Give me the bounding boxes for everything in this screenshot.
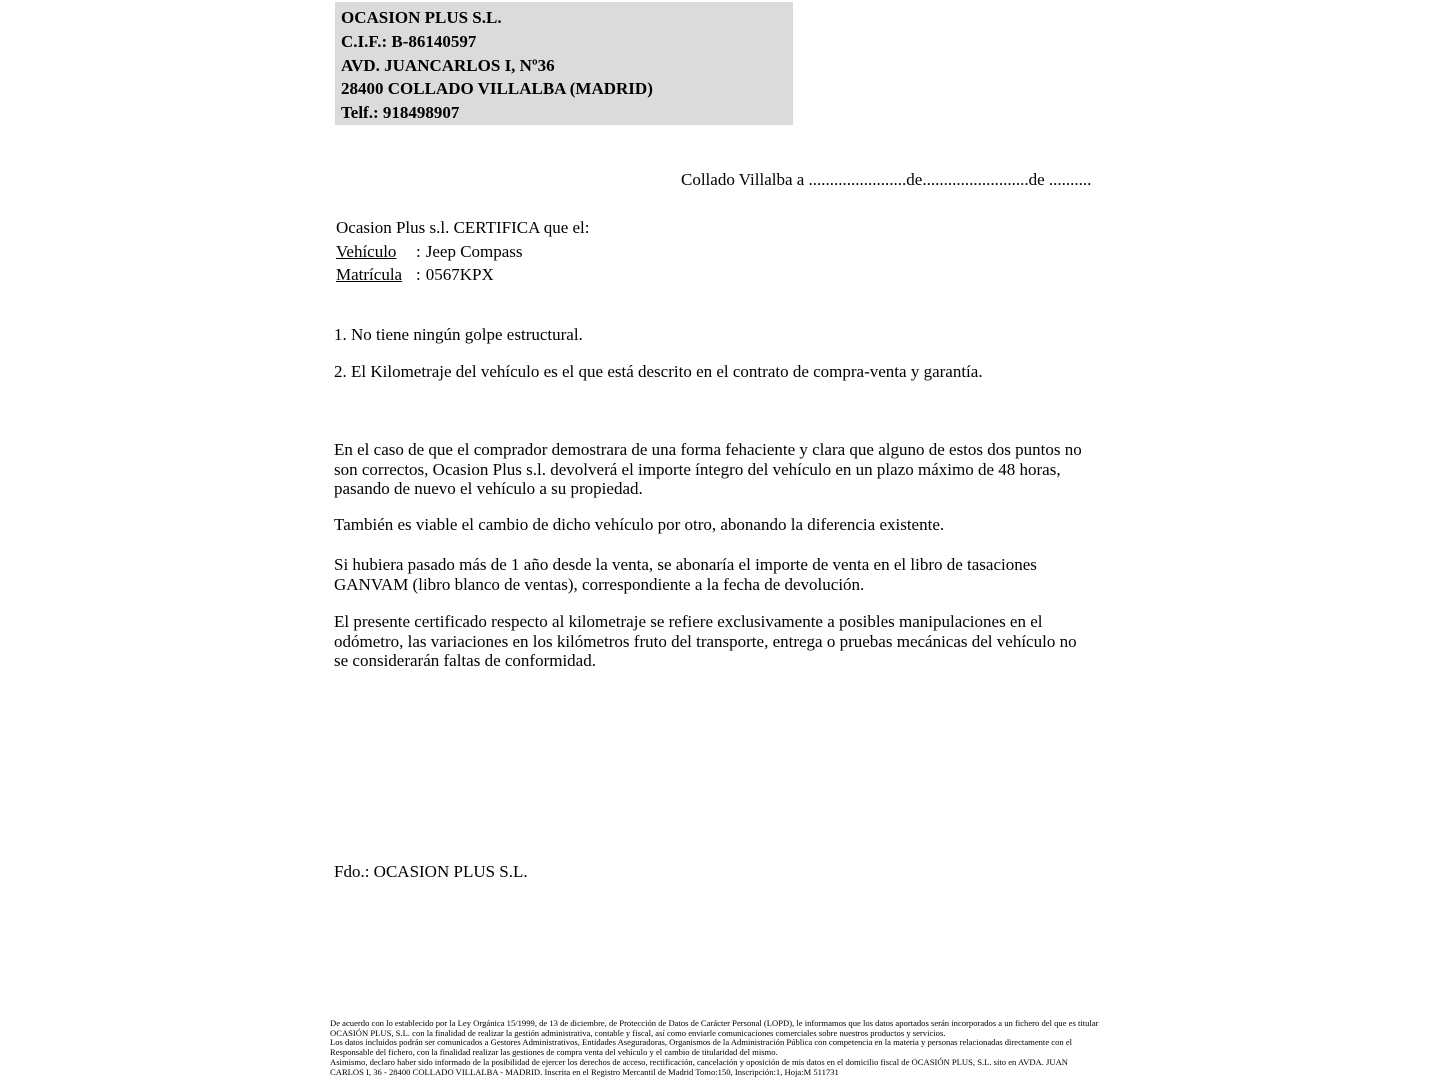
plate-label: Matrícula: [336, 265, 403, 285]
paragraph-ganvam: Si hubiera pasado más de 1 año desde la venta, se abonaría el importe de venta en el libro de tasaciones GANVAM (libro blanco de ventas), correspondiente a la fecha de devolución.: [334, 555, 1037, 594]
paragraph-odometer: El presente certificado respecto al kilometraje se refiere exclusivamente a posibles manipulaciones en el odómetro, las variaciones en los kilómetros fruto del transporte, entrega o pruebas mecánicas del vehículo no se considerarán faltas de conformidad.: [334, 612, 1077, 671]
paragraph-exchange: También es viable el cambio de dicho vehículo por otro, abonando la diferencia existente.: [334, 515, 945, 534]
legal-paragraph-lopd: De acuerdo con lo establecido por la Ley Orgánica 15/1999, de 13 de diciembre, de Protección de Datos de Carácter Personal (LOPD), le informamos que los datos aportados serán incorporados a un fichero del que es titular OCASIÓN PLUS, S.L. con la finalidad de realizar la gestión administrativa, contable y fiscal, así como enviarle comunicaciones comerciales sobre nuestros productos y servicios.: [330, 1018, 1099, 1038]
plate-value: 0567KPX: [425, 265, 494, 285]
legal-paragraph-rights: Asimismo, declaro haber sido informado de la posibilidad de ejercer los derechos de acceso, rectificación, cancelación y oposición de mis datos en el domicilio fiscal de OCASIÓN PLUS, S.L. sito en AVDA. JUAN CARLOS I, 36 - 28400 COLLADO VILLALBA - MADRID. Inscrita en el Registro Mercantil de Madrid Tomo:150, Inscripción:1, Hoja:M 511731: [330, 1056, 1069, 1077]
plate-row: [336, 263, 590, 287]
letterhead-box: [335, 2, 793, 125]
company-name: OCASION PLUS S.L.: [341, 8, 502, 27]
vehicle-label: Vehículo: [336, 241, 397, 261]
vehicle-row: [336, 240, 590, 264]
certification-block: [336, 216, 590, 287]
legal-footer: [330, 1019, 1103, 1077]
company-address: AVD. JUANCARLOS I, Nº36: [341, 55, 555, 75]
company-city: 28400 COLLADO VILLALBA (MADRID): [341, 79, 653, 99]
date-line: Collado Villalba a .......................de.........................de ..........: [681, 170, 1092, 189]
certification-intro: Ocasion Plus s.l. CERTIFICA que el:: [336, 218, 590, 237]
plate-separator: :: [416, 265, 421, 285]
vehicle-separator: :: [416, 241, 421, 261]
legal-paragraph-data-sharing: Los datos incluidos podrán ser comunicados a Gestores Administrativos, Entidades Aseguradoras, Organismos de la Administración Pública con competencia en la materia y personas relacionadas directamente con el Responsable del fichero, con la finalidad realizar las gestiones de compra venta del vehículo y el cambio de titularidad del mismo.: [330, 1037, 1073, 1058]
signature-line: Fdo.: OCASION PLUS S.L.: [334, 862, 528, 881]
paragraph-refund: En el caso de que el comprador demostrara de una forma fehaciente y clara que alguno de estos dos puntos no son correctos, Ocasion Plus s.l. devolverá el importe íntegro del vehículo en un plazo máximo de 48 horas, pasando de nuevo el vehículo a su propiedad.: [334, 440, 1082, 499]
company-phone: Telf.: 918498907: [341, 103, 460, 123]
point-2: 2. El Kilometraje del vehículo es el que está descrito en el contrato de compra-venta y garantía.: [334, 362, 983, 381]
point-1: 1. No tiene ningún golpe estructural.: [334, 325, 583, 344]
company-cif: C.I.F.: B-86140597: [341, 31, 477, 51]
vehicle-value: Jeep Compass: [425, 241, 523, 261]
